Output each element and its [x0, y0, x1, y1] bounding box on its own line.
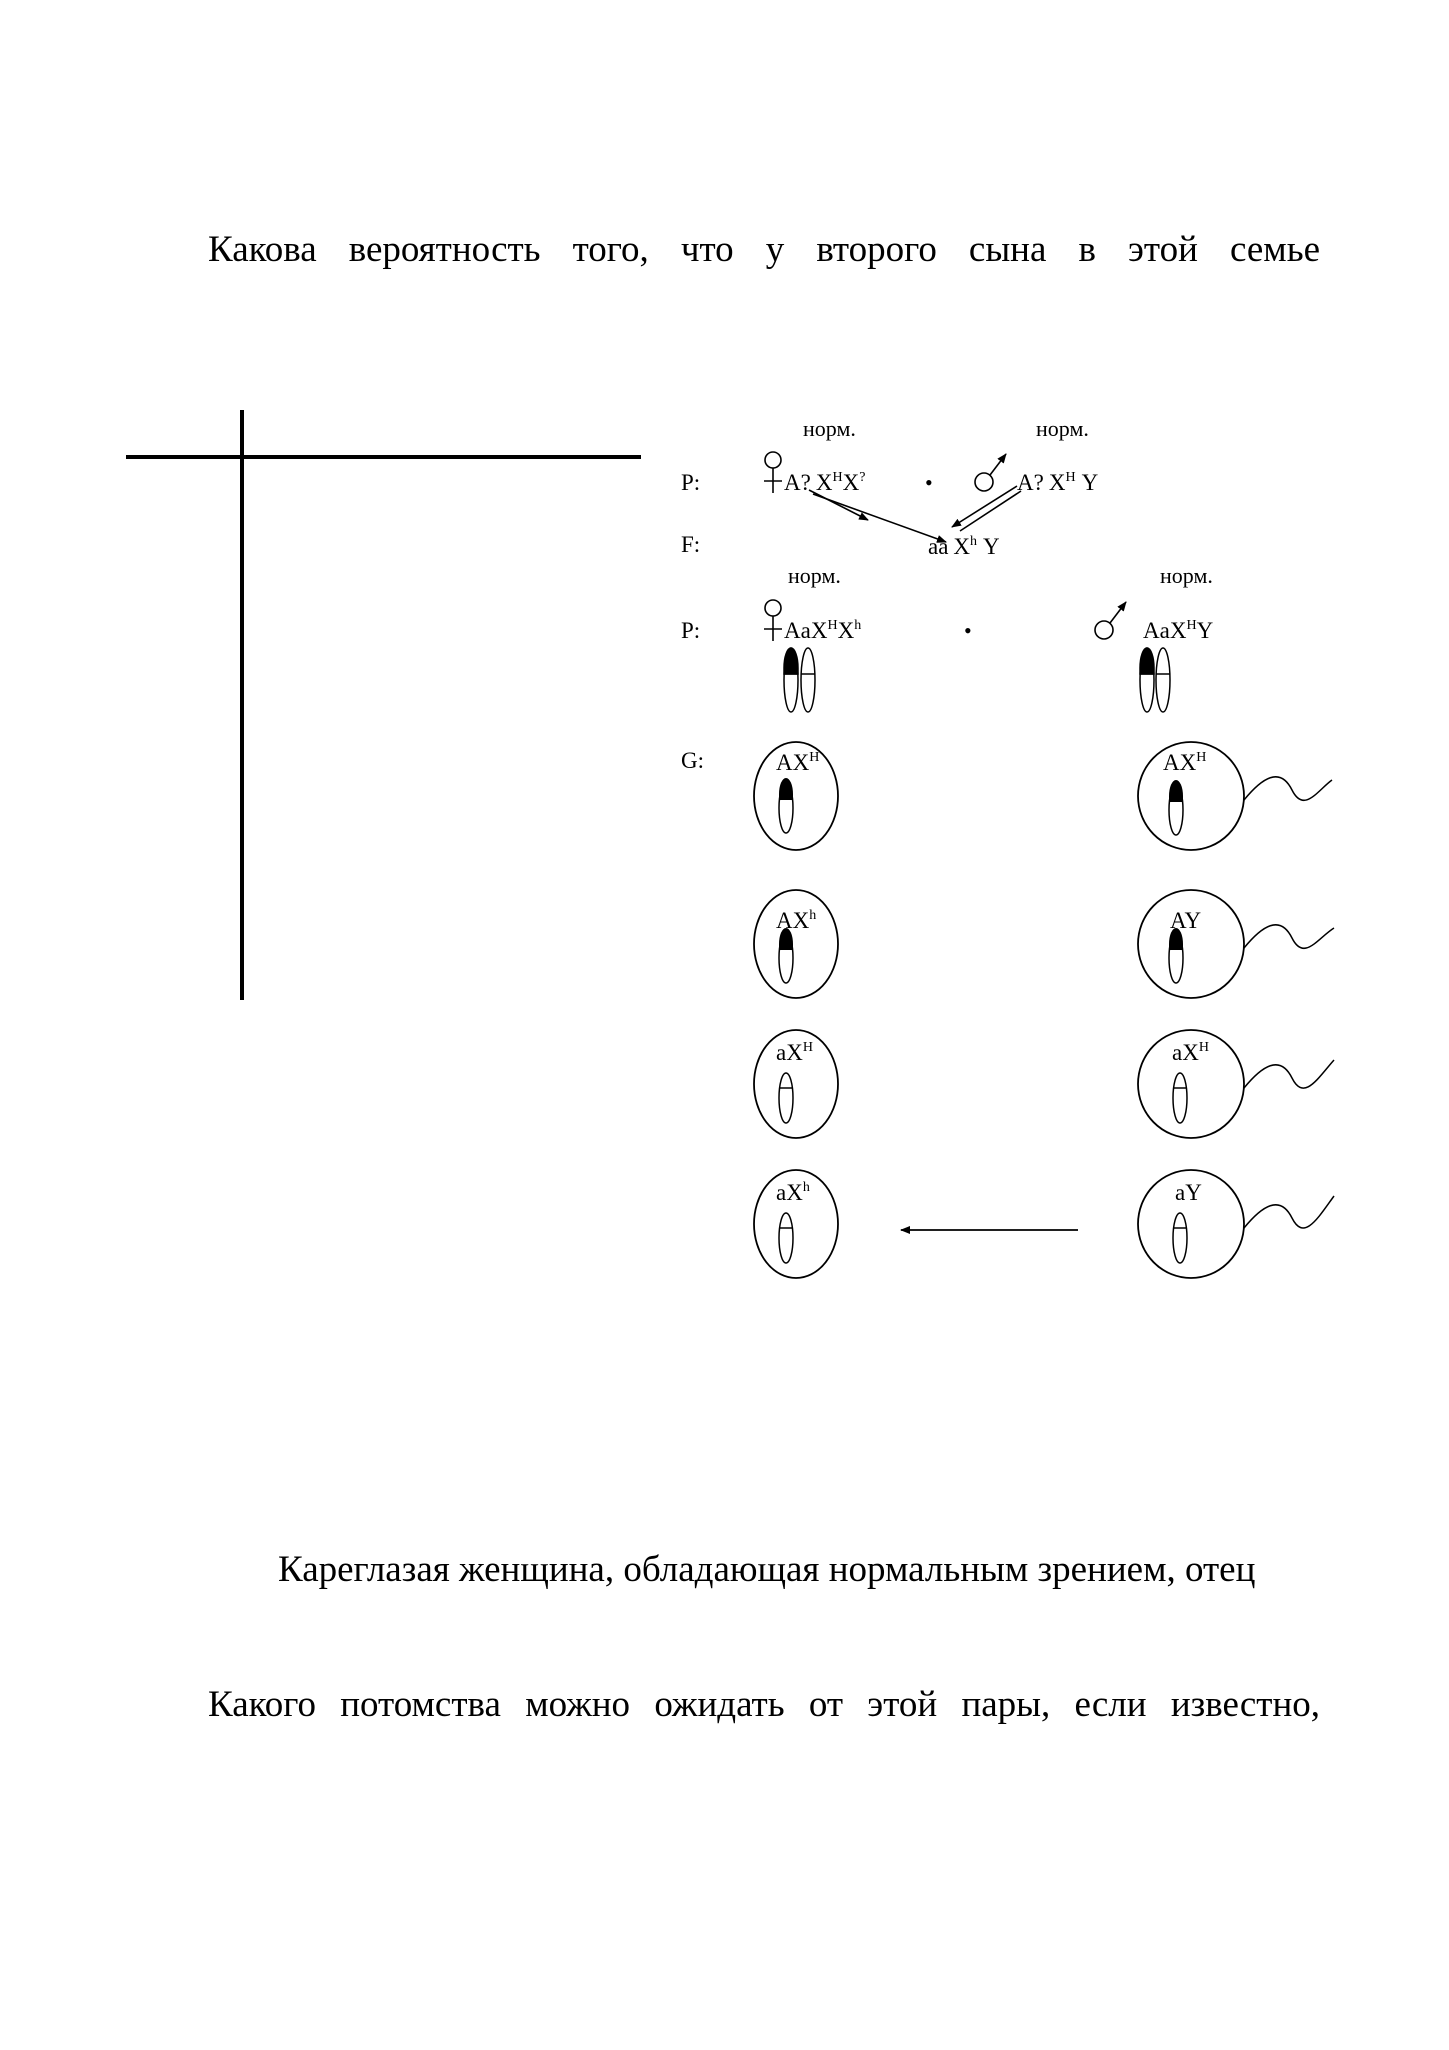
male-gamete: [1138, 742, 1332, 850]
paragraph-1: Какова вероятность того, что у второго сына в этой семье: [208, 229, 1320, 270]
phenotype-father-1: норм.: [1036, 416, 1089, 441]
male-symbol-icon: [1095, 602, 1126, 639]
mother-chromosome-pair: [784, 648, 815, 712]
female-symbol-icon: [764, 600, 782, 641]
svg-text:AXh: $AX^h$: [776, 908, 817, 933]
row-label-g: G:: [681, 748, 704, 773]
phenotype-mother-1: норм.: [803, 416, 856, 441]
phenotype-mother-2: норм.: [788, 563, 841, 588]
svg-text:AXH: $AX^H$: [776, 750, 820, 775]
row-label-p2: P:: [681, 618, 701, 643]
paragraph-2: Кареглазая женщина, обладающая нормальным зрением, отец: [278, 1549, 1256, 1590]
cross1-father-genotype: A? $X^H$ Y: [1017, 470, 1099, 495]
cross2-dot: •: [964, 618, 972, 643]
row-label-f: F:: [681, 532, 701, 557]
svg-text:aY: aY: [1175, 1180, 1202, 1205]
cross1-dot: •: [925, 470, 933, 495]
svg-text:AY: AY: [1170, 908, 1202, 933]
female-gamete: [754, 890, 838, 998]
female-gamete: [754, 742, 838, 850]
female-gamete: [754, 1170, 838, 1278]
male-gamete: [1138, 1030, 1334, 1138]
male-gamete: [1138, 890, 1334, 998]
offspring-genotype: aa $X^h$ Y: [928, 534, 1000, 559]
phenotype-father-2: норм.: [1160, 563, 1213, 588]
cross1-mother-genotype: A? $X^HX^?$: [784, 470, 866, 495]
father-chromosome-pair: [1140, 648, 1170, 712]
svg-text:aXh: $aX^h$: [776, 1180, 810, 1205]
row-label-p1: P:: [681, 470, 701, 495]
svg-text:AXH: $AX^H$: [1163, 750, 1207, 775]
svg-text:aXH: $aX^H$: [1172, 1040, 1209, 1065]
male-gamete: [1138, 1170, 1334, 1278]
male-symbol-icon: [975, 454, 1006, 491]
svg-text:aXH: $aX^H$: [776, 1040, 813, 1065]
female-symbol-icon: [764, 452, 782, 493]
cross2-mother-genotype: $AaX^HX^h$: [784, 618, 862, 643]
paragraph-3: Какого потомства можно ожидать от этой пары, если известно,: [208, 1684, 1320, 1725]
cross2-father-genotype: AaX$^H$Y: [1143, 618, 1214, 643]
female-gamete: [754, 1030, 838, 1138]
